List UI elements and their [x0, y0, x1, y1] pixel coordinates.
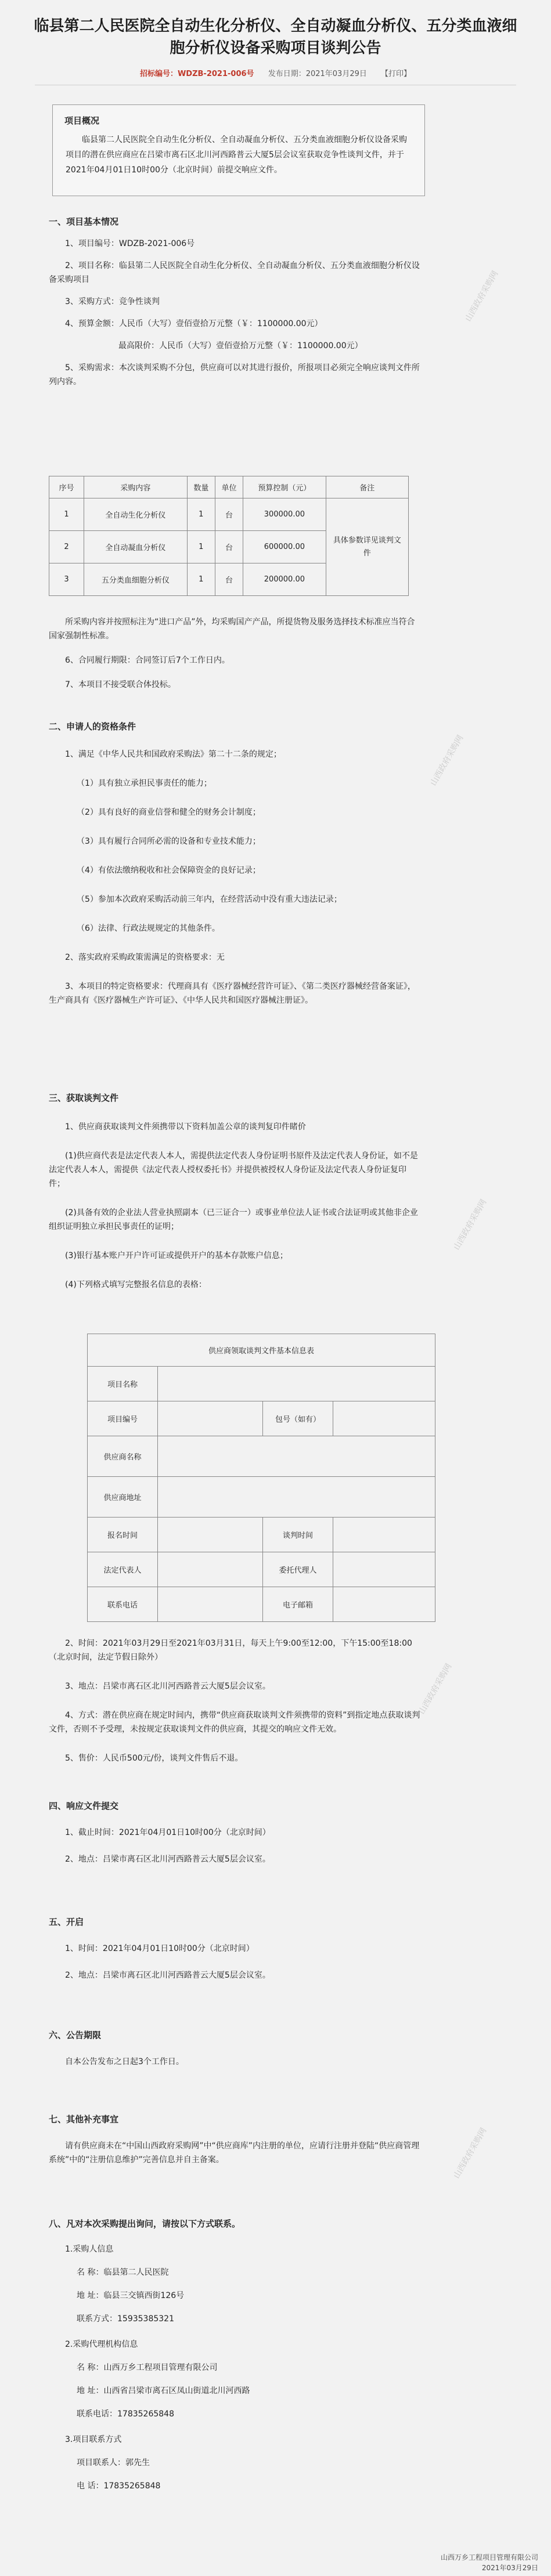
- section-opening: [49, 1915, 420, 1982]
- paragraph: (2)具备有效的企业法人营业执照副本（已三证合一）或事业单位法人证书或合法证明或其他非企业组织证明独立承担民事责任的证明；: [49, 1208, 418, 1231]
- form-label: 法定代表人: [88, 1552, 158, 1587]
- footer-date: 2021年03月29日: [481, 2564, 538, 2572]
- project-overview-box: [52, 104, 425, 196]
- form-value[interactable]: [333, 1552, 435, 1587]
- publish-date: 发布日期：2021年03月29日: [268, 70, 367, 78]
- paragraph: 3、采购方式：竞争性谈判: [65, 297, 160, 306]
- table-row: [49, 498, 409, 531]
- section-basic-info-cont: [49, 615, 420, 692]
- agency-phone: 联系电话：17835265848: [77, 2409, 174, 2419]
- table-header: 序号: [49, 476, 84, 498]
- paragraph: 1、截止时间：2021年04月01日10时00分（北京时间）: [65, 1828, 271, 1837]
- section-notice-period: [49, 2028, 420, 2069]
- paragraph: 3、本项目的特定资格要求：代理商具有《医疗器械经营许可证》、《第二类医疗器械经营备案证》，生产商具有《医疗器械生产许可证》、《中华人民共和国医疗器械注册证》。: [49, 982, 416, 1005]
- purchaser-phone: 联系方式：15935385321: [77, 2314, 174, 2324]
- watermark: 山西政府采购网: [417, 1662, 454, 1716]
- tender-code: 招标编号：WDZB-2021-006号: [139, 70, 254, 78]
- form-label: 包号（如有）: [263, 1401, 333, 1436]
- table-cell: 全自动凝血分析仪: [84, 531, 188, 563]
- watermark: 山西政府采购网: [463, 269, 500, 323]
- form-value[interactable]: [333, 1518, 435, 1552]
- form-value[interactable]: [158, 1401, 263, 1436]
- table-cell: 1: [49, 498, 84, 531]
- paragraph: （1）具有独立承担民事责任的能力；: [77, 779, 212, 788]
- agency-name: 名 称：山西万乡工程项目管理有限公司: [77, 2363, 218, 2372]
- table-header: 预算控制（元）: [243, 476, 326, 498]
- footer-signature: [441, 2552, 538, 2573]
- paragraph: 5、采购需求：本次谈判采购不分包，供应商可以对其进行报价，所报项目必须完全响应谈判文件所列内容。: [49, 363, 420, 386]
- paragraph: 1、满足《中华人民共和国政府采购法》第二十二条的规定；: [65, 750, 282, 759]
- watermark: 山西政府采购网: [452, 1198, 489, 1252]
- table-header: 备注: [326, 476, 408, 498]
- paragraph: 请有供应商未在“中国山西政府采购网”中“供应商库”内注册的单位，应请行注册并登陆“供应商管理系统”中的“注册信息维护”完善信息并自主备案。: [49, 2141, 420, 2165]
- table-cell: 300000.00: [243, 498, 326, 531]
- title-line-1: 临县第二人民医院全自动生化分析仪、全自动凝血分析仪、五分类血液细: [34, 17, 517, 35]
- paragraph: 4、方式：潜在供应商在规定时间内，携带“供应商获取谈判文件须携带的资料”到指定地点获取谈判文件，否则不予受理，未按规定获取谈判文件的供应商，其提交的响应文件无效。: [49, 1711, 420, 1734]
- watermark: 山西政府采购网: [428, 734, 466, 787]
- paragraph: 6、合同履行期限：合同签订后7个工作日内。: [65, 656, 230, 665]
- watermark: 山西政府采购网: [452, 2126, 489, 2180]
- table-cell: 1: [187, 531, 215, 563]
- paragraph: 4、预算金额：人民币（大写）壹佰壹拾万元整（￥：1100000.00元）: [65, 319, 323, 328]
- form-label: 电子邮箱: [263, 1587, 333, 1622]
- paragraph: 2、地点：吕梁市离石区北川河西路普云大厦5层会议室。: [65, 1971, 271, 1980]
- section-heading: 六、公告期限: [49, 2030, 102, 2040]
- paragraph: 2、项目名称：临县第二人民医院全自动生化分析仪、全自动凝血分析仪、五分类血液细胞分析仪设备采购项目: [49, 261, 420, 284]
- paragraph: 2、落实政府采购政策需满足的资格要求：无: [65, 953, 225, 962]
- section-obtain-documents: [49, 1091, 420, 1292]
- paragraph: 1、项目编号：WDZB-2021-006号: [65, 239, 195, 248]
- project-contact: 项目联系人：郭先生: [77, 2458, 150, 2467]
- form-label: 项目名称: [88, 1367, 158, 1401]
- paragraph: 1、供应商获取谈判文件须携带以下资料加盖公章的谈判复印件睹价: [65, 1122, 306, 1132]
- paragraph: （2）具有良好的商业信誉和健全的财务会计制度；: [77, 808, 261, 817]
- table-remark: 具体参数详见谈判文件: [326, 498, 408, 596]
- title-line-2: 胞分析仪设备采购项目谈判公告: [170, 39, 381, 57]
- form-value[interactable]: [158, 1518, 263, 1552]
- paragraph: (4)下列格式填写完整报名信息的表格：: [65, 1280, 207, 1289]
- footer-org: 山西万乡工程项目管理有限公司: [440, 2553, 538, 2561]
- section-heading: 四、响应文件提交: [49, 1801, 119, 1811]
- section-obtain-documents-cont: [49, 1636, 420, 1765]
- paragraph: 5、售价：人民币500元/份，谈判文件售后不退。: [65, 1754, 243, 1763]
- paragraph: 2.采购代理机构信息: [65, 2340, 138, 2349]
- paragraph: （5）参加本次政府采购活动前三年内，在经营活动中没有重大违法记录；: [77, 895, 342, 904]
- paragraph: （6）法律、行政法规规定的其他条件。: [77, 924, 220, 933]
- form-label: 供应商地址: [88, 1477, 158, 1518]
- section-heading: 五、开启: [49, 1917, 84, 1927]
- page-title: [23, 15, 528, 59]
- section-submission: [49, 1799, 420, 1866]
- table-cell: 2: [49, 531, 84, 563]
- paragraph: （3）具有履行合同所必需的设备和专业技术能力；: [77, 837, 261, 846]
- paragraph: （4）有依法缴纳税收和社会保障资金的良好记录；: [77, 866, 261, 875]
- paragraph: 所采购内容并按照标注为“进口产品”外，均采购国产产品，所提货物及服务选择技术标准应当符合国家强制性标准。: [49, 617, 415, 641]
- overview-body: 临县第二人民医院全自动生化分析仪、全自动凝血分析仪、五分类血液细胞分析仪设备采购项目的潜在供应商应在吕梁市离石区北川河西路普云大厦5层会议室获取竞争性谈判文件，并于2021年04月01日10时00分（北京时间）前提交响应文件。: [66, 135, 407, 175]
- table-cell: 五分类血细胞分析仪: [84, 563, 188, 596]
- form-value[interactable]: [158, 1367, 435, 1401]
- paragraph: 2、地点：吕梁市离石区北川河西路普云大厦5层会议室。: [65, 1855, 271, 1864]
- table-cell: 3: [49, 563, 84, 596]
- form-value[interactable]: [333, 1401, 435, 1436]
- form-title: 供应商领取谈判文件基本信息表: [88, 1334, 435, 1367]
- print-link[interactable]: 【打印】: [381, 70, 412, 78]
- registration-form-table: [87, 1334, 435, 1622]
- table-cell: 1: [187, 563, 215, 596]
- section-heading: 二、申请人的资格条件: [49, 721, 136, 732]
- table-cell: 200000.00: [243, 563, 326, 596]
- project-phone: 电 话：17835265848: [77, 2481, 161, 2491]
- form-label: 报名时间: [88, 1518, 158, 1552]
- section-basic-info: [49, 215, 420, 389]
- form-value[interactable]: [333, 1587, 435, 1622]
- table-header: 单位: [215, 476, 243, 498]
- section-qualifications: [49, 720, 420, 1007]
- purchaser-name: 名 称：临县第二人民医院: [77, 2268, 169, 2277]
- table-header: 采购内容: [84, 476, 188, 498]
- paragraph: 2、时间：2021年03月29日至2021年03月31日，每天上午9:00至12:00，下午15:00至18:00（北京时间，法定节假日除外）: [49, 1639, 412, 1662]
- form-label: 委托代理人: [263, 1552, 333, 1587]
- section-heading: 三、获取谈判文件: [49, 1093, 119, 1103]
- table-cell: 1: [187, 498, 215, 531]
- table-cell: 台: [215, 498, 243, 531]
- table-cell: 台: [215, 563, 243, 596]
- paragraph: 1、时间：2021年04月01日10时00分（北京时间）: [65, 1944, 254, 1953]
- section-heading: 八、凡对本次采购提出询问，请按以下方式联系。: [49, 2219, 241, 2229]
- form-label: 谈判时间: [263, 1518, 333, 1552]
- meta-bar: [0, 67, 551, 78]
- agency-address: 地 址：山西省吕梁市离石区凤山街道北川河西路: [77, 2386, 250, 2396]
- form-label: 项目编号: [88, 1401, 158, 1436]
- paragraph: 自本公告发布之日起3个工作日。: [65, 2057, 184, 2066]
- section-other-matters: [49, 2112, 420, 2167]
- table-header: 数量: [187, 476, 215, 498]
- form-label: 供应商名称: [88, 1436, 158, 1477]
- table-cell: 台: [215, 531, 243, 563]
- paragraph: 3、地点：吕梁市离石区北川河西路普云大厦5层会议室。: [65, 1682, 271, 1691]
- section-contact: [49, 2217, 420, 2493]
- procurement-table: [49, 476, 409, 596]
- paragraph: 1.采购人信息: [65, 2245, 114, 2254]
- table-cell: 全自动生化分析仪: [84, 498, 188, 531]
- paragraph: 3.项目联系方式: [65, 2435, 122, 2444]
- form-value[interactable]: [158, 1552, 263, 1587]
- form-value[interactable]: [158, 1477, 435, 1518]
- paragraph: (3)银行基本账户开户许可证或提供开户的基本存款账户信息；: [65, 1251, 288, 1260]
- form-value[interactable]: [158, 1587, 263, 1622]
- overview-heading: 项目概况: [64, 115, 100, 126]
- form-value[interactable]: [158, 1436, 435, 1477]
- section-heading: 一、项目基本情况: [49, 216, 119, 227]
- paragraph: 7、本项目不接受联合体投标。: [65, 680, 176, 689]
- purchaser-address: 地 址：临县三交镇西街126号: [77, 2291, 185, 2300]
- paragraph: 最高限价：人民币（大写）壹佰壹拾万元整（￥：1100000.00元）: [118, 341, 363, 351]
- paragraph: (1)供应商代表是法定代表人本人，需提供法定代表人身份证明书原件及法定代表人身份证，如不是法定代表人本人，需提供《法定代表人授权委托书》并提供被授权人身份证及法定代表人身份证复印件；: [49, 1151, 418, 1188]
- table-cell: 600000.00: [243, 531, 326, 563]
- section-heading: 七、其他补充事宜: [49, 2114, 119, 2125]
- form-label: 联系电话: [88, 1587, 158, 1622]
